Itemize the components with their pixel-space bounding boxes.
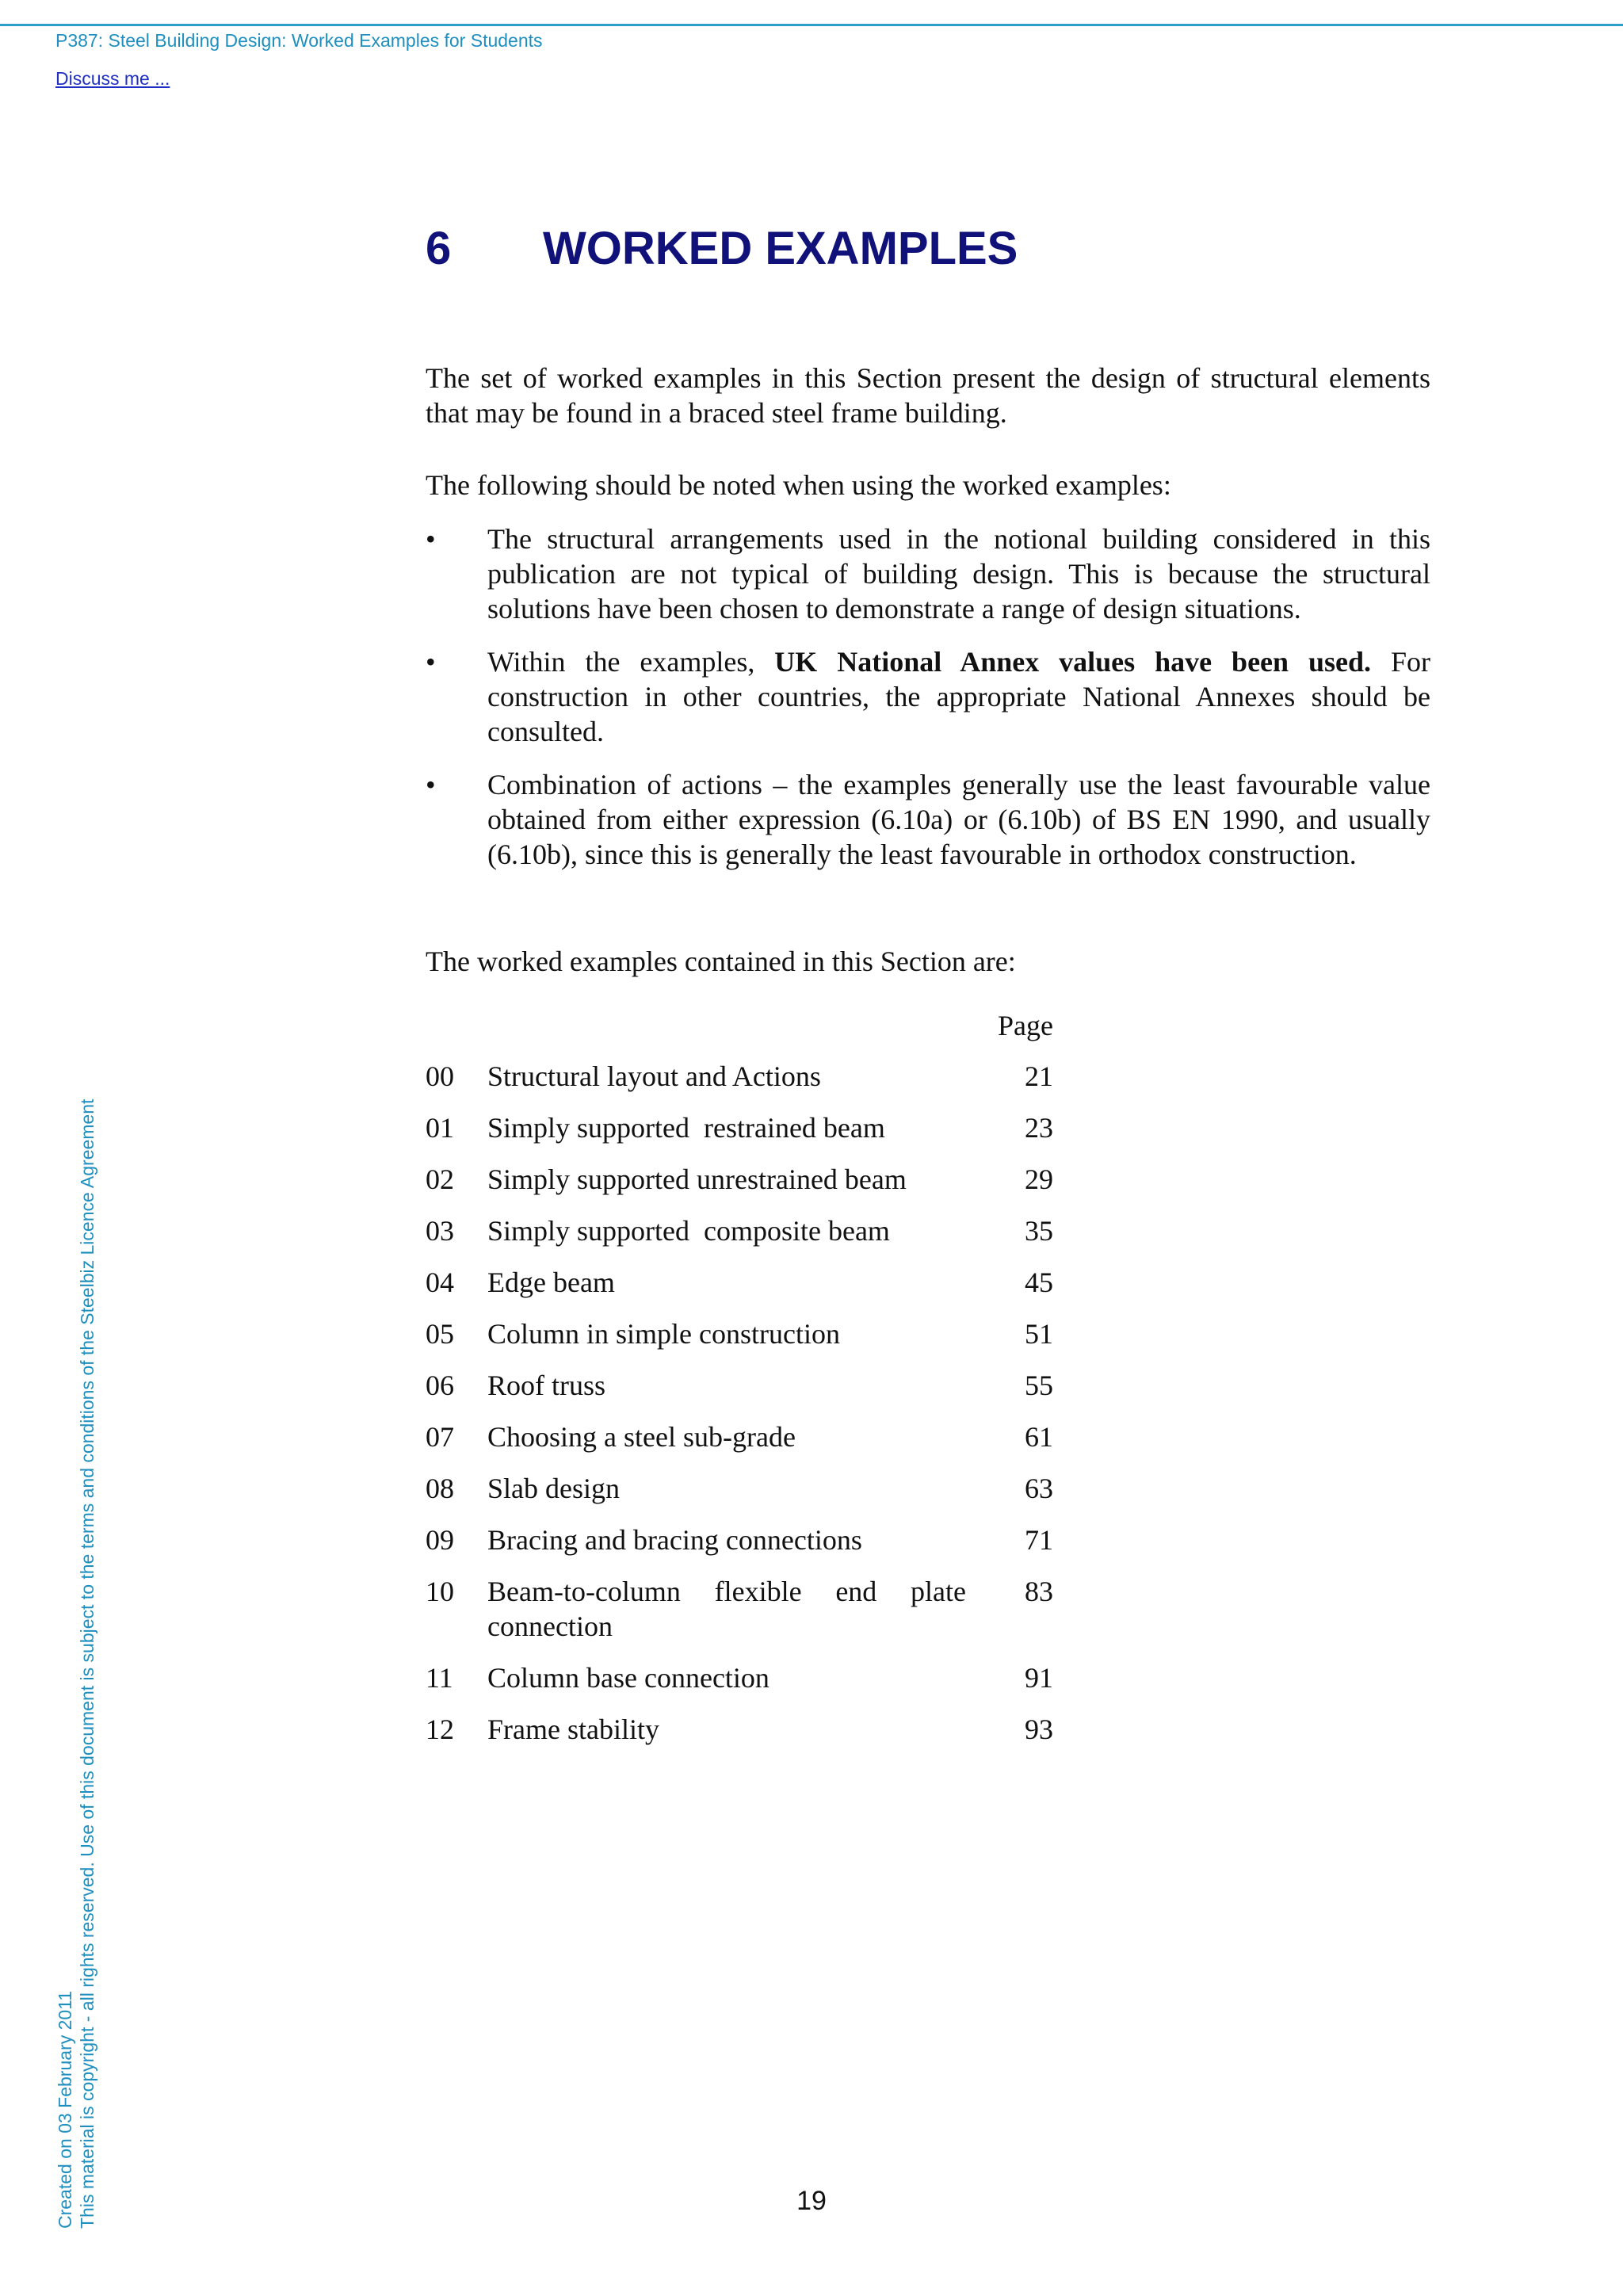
toc-title: Simply supported composite beam	[487, 1215, 890, 1247]
toc-title: Column base connection	[487, 1662, 769, 1694]
toc-title: Choosing a steel sub-grade	[487, 1421, 796, 1453]
toc-title-line: Beam-to-column flexible end plate	[487, 1576, 966, 1607]
toc-row	[426, 1213, 1053, 1248]
toc-page: 83	[1025, 1576, 1053, 1607]
toc-page: 51	[1025, 1318, 1053, 1350]
discuss-me-link[interactable]: Discuss me ...	[55, 68, 170, 89]
toc-number: 01	[426, 1112, 454, 1144]
toc-row	[426, 1110, 1053, 1145]
section-number: 6	[426, 223, 452, 274]
toc-number: 11	[426, 1662, 453, 1694]
contents-table	[426, 1008, 1053, 1763]
section-heading	[426, 222, 1018, 275]
bullet-text-start: Within the examples,	[487, 646, 775, 678]
bullet-text-bold: UK National Annex values have been used.	[774, 646, 1372, 678]
side-note-copyright-line: This material is copyright - all rights reserved. Use of this document is subject to the terms and conditions of the Steelbiz Licence Agreement	[77, 1098, 97, 2229]
toc-title: Simply supported restrained beam	[487, 1112, 885, 1144]
toc-number: 04	[426, 1266, 454, 1298]
toc-number: 07	[426, 1421, 454, 1453]
notes-bullet-list	[426, 521, 1430, 890]
toc-page: 63	[1025, 1473, 1053, 1504]
toc-row	[426, 1419, 1053, 1454]
intro-paragraph: The set of worked examples in this Section present the design of structural elements that may be found in a braced steel frame building.	[426, 362, 1430, 429]
toc-page: 35	[1025, 1215, 1053, 1247]
toc-number: 03	[426, 1215, 454, 1247]
toc-number: 02	[426, 1163, 454, 1195]
toc-number: 05	[426, 1318, 454, 1350]
bullet-text: The structural arrangements used in the notional building considered in this publication are not typical of building design. This is because the structural solutions have been chosen to demonstrate a range of design situations.	[487, 523, 1430, 625]
toc-page-header: Page	[998, 1010, 1053, 1041]
toc-page: 45	[1025, 1266, 1053, 1298]
toc-title: Slab design	[487, 1473, 620, 1504]
toc-title-line: connection	[487, 1610, 613, 1642]
toc-number: 08	[426, 1473, 454, 1504]
bullet-dot: •	[426, 769, 436, 800]
toc-title-multiline	[487, 1574, 966, 1644]
bullet-dot: •	[426, 646, 436, 678]
toc-title: Edge beam	[487, 1266, 615, 1298]
toc-title: Bracing and bracing connections	[487, 1524, 862, 1556]
page-number: 19	[796, 2186, 827, 2216]
toc-number: 06	[426, 1370, 454, 1401]
toc-number: 00	[426, 1060, 454, 1092]
toc-page: 55	[1025, 1370, 1053, 1401]
bullet-item	[426, 644, 1430, 749]
toc-row	[426, 1162, 1053, 1197]
section-title: WORKED EXAMPLES	[543, 223, 1018, 274]
toc-page: 93	[1025, 1713, 1053, 1745]
toc-row	[426, 1059, 1053, 1094]
header-rule	[0, 24, 1623, 26]
bullet-text-end: For construction in other countries, the appropriate National Annexes should be consulted.	[487, 646, 1430, 747]
bullet-item	[426, 767, 1430, 872]
contents-intro: The worked examples contained in this Section are:	[426, 946, 1016, 977]
toc-page: 21	[1025, 1060, 1053, 1092]
toc-row	[426, 1316, 1053, 1351]
bullet-dot: •	[426, 523, 436, 555]
side-note-created-line: Created on 03 February 2011	[55, 1990, 75, 2229]
toc-title: Roof truss	[487, 1370, 606, 1401]
toc-page: 71	[1025, 1524, 1053, 1556]
toc-title: Column in simple construction	[487, 1318, 840, 1350]
toc-title: Simply supported unrestrained beam	[487, 1163, 907, 1195]
toc-title: Frame stability	[487, 1713, 659, 1745]
bullet-text: Combination of actions – the examples generally use the least favourable value obtained from either expression (6.10a) or (6.10b) of BS EN 1990, and usually (6.10b), since this is generally the least favourable in orthodox construction.	[487, 769, 1430, 870]
toc-page: 23	[1025, 1112, 1053, 1144]
toc-title: Structural layout and Actions	[487, 1060, 821, 1092]
notes-intro: The following should be noted when using the worked examples:	[426, 469, 1171, 501]
toc-row	[426, 1368, 1053, 1403]
document-header-title: P387: Steel Building Design: Worked Examples for Students	[55, 30, 543, 51]
copyright-side-note	[54, 1099, 98, 2229]
toc-number: 09	[426, 1524, 454, 1556]
toc-row	[426, 1522, 1053, 1557]
toc-row	[426, 1660, 1053, 1695]
toc-row	[426, 1712, 1053, 1747]
toc-row	[426, 1265, 1053, 1300]
bullet-item	[426, 521, 1430, 626]
toc-page: 61	[1025, 1421, 1053, 1453]
toc-number: 10	[426, 1576, 454, 1607]
toc-row	[426, 1471, 1053, 1506]
toc-page: 91	[1025, 1662, 1053, 1694]
toc-number: 12	[426, 1713, 454, 1745]
toc-row	[426, 1574, 1053, 1644]
toc-page: 29	[1025, 1163, 1053, 1195]
